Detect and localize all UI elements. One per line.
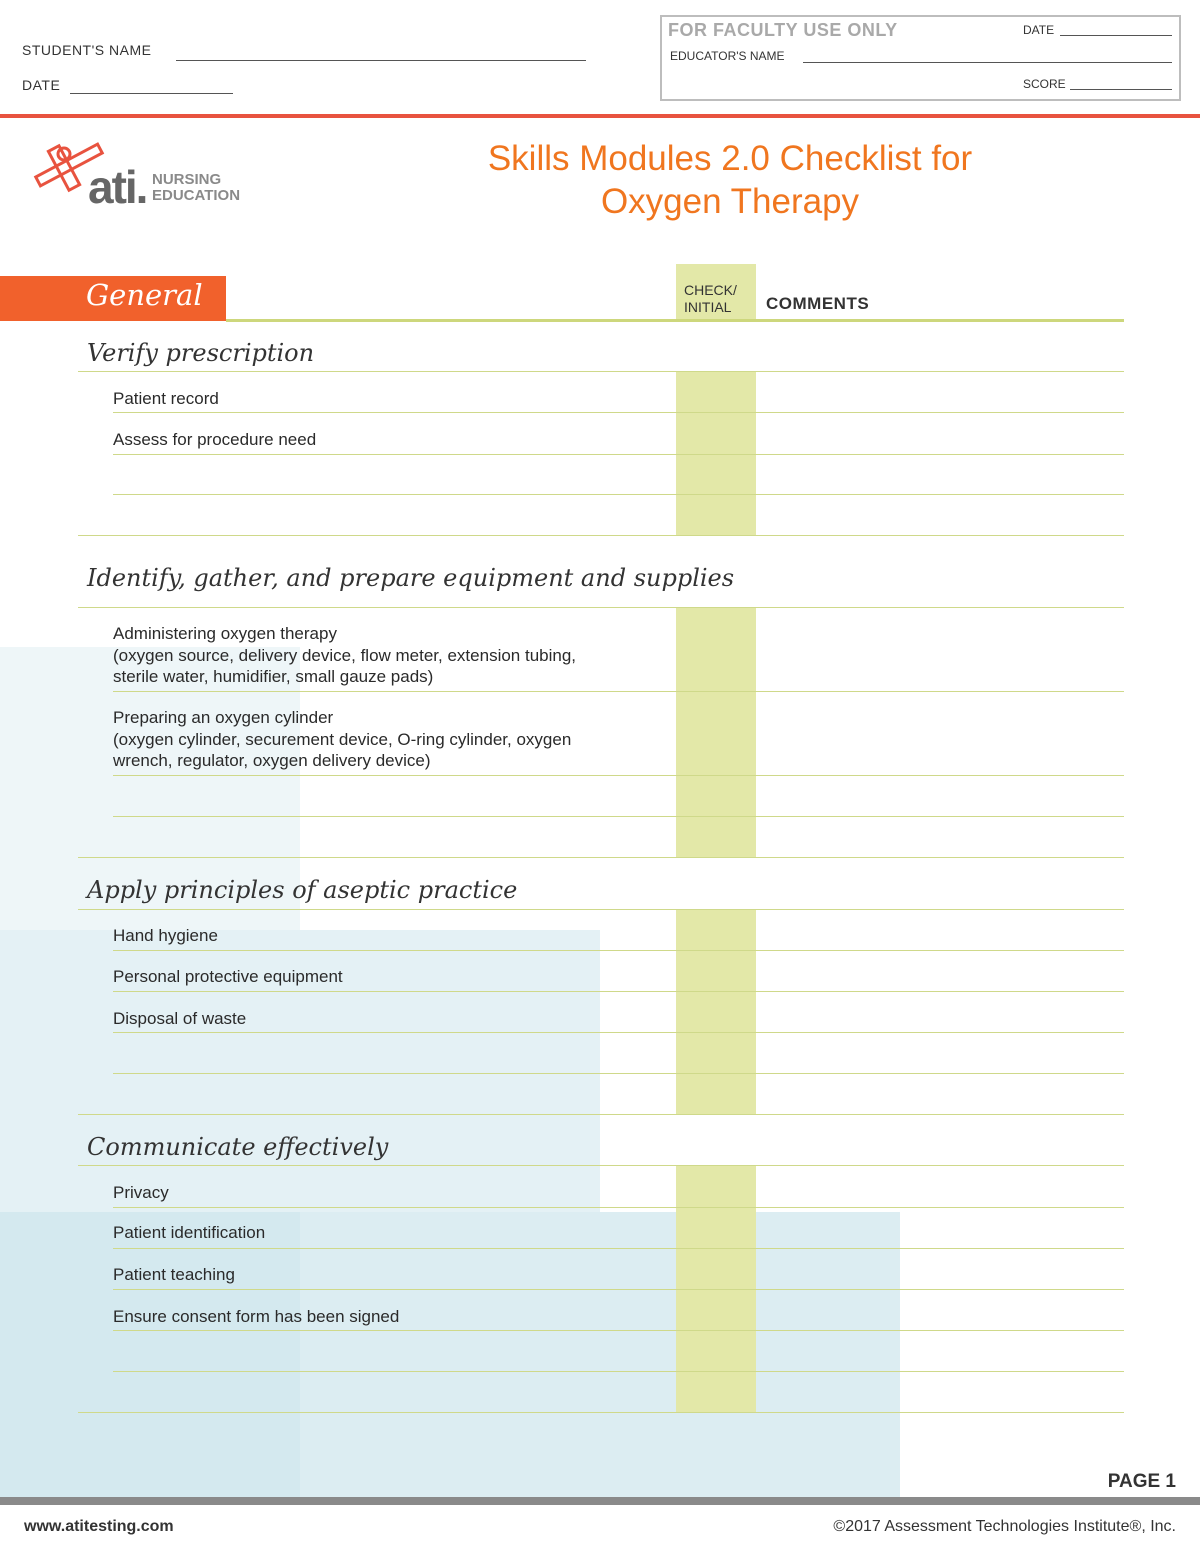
logo-sub-1: NURSING	[152, 171, 222, 188]
student-date-label: DATE	[22, 77, 61, 93]
student-name-field[interactable]	[176, 60, 586, 61]
row-divider	[113, 1330, 1124, 1331]
checklist-item: Ensure consent form has been signed	[113, 1307, 400, 1326]
section-heading: Communicate effectively	[87, 1133, 389, 1161]
item-line: wrench, regulator, oxygen delivery device)	[113, 751, 431, 770]
section-divider	[78, 1114, 1124, 1115]
checklist-item: Patient teaching	[113, 1265, 235, 1284]
row-divider	[113, 454, 1124, 455]
educator-name-label: EDUCATOR'S NAME	[670, 49, 785, 63]
row-divider	[113, 691, 1124, 692]
student-date-field[interactable]	[70, 93, 233, 94]
check-initial-header	[684, 282, 737, 316]
row-divider	[113, 991, 1124, 992]
score-label: SCORE	[1023, 77, 1066, 91]
section-heading: Apply principles of aseptic practice	[87, 876, 518, 904]
checklist-item	[113, 623, 673, 688]
row-divider	[113, 950, 1124, 951]
logo-sub-2: EDUCATION	[152, 187, 241, 204]
row-divider	[113, 1371, 1124, 1372]
row-divider	[78, 371, 1124, 372]
check-header-line-2: INITIAL	[684, 299, 732, 315]
checklist-item: Personal protective equipment	[113, 967, 343, 986]
title-line-1: Skills Modules 2.0 Checklist for	[487, 139, 973, 178]
check-column	[676, 910, 756, 1114]
item-line: (oxygen cylinder, securement device, O-ring cylinder, oxygen	[113, 729, 572, 749]
row-divider	[113, 1289, 1124, 1290]
item-line: sterile water, humidifier, small gauze pads)	[113, 667, 434, 686]
faculty-title: FOR FACULTY USE ONLY	[668, 20, 898, 40]
checklist-item: Assess for procedure need	[113, 430, 317, 449]
row-divider	[113, 1207, 1124, 1208]
row-divider	[78, 607, 1124, 608]
row-divider	[113, 412, 1124, 413]
row-divider	[113, 494, 1124, 495]
check-header-line-1: CHECK/	[684, 282, 737, 298]
faculty-date-label: DATE	[1023, 23, 1055, 37]
student-name-label: STUDENT'S NAME	[22, 42, 152, 58]
checklist-item: Patient identification	[113, 1223, 266, 1242]
checklist-item: Disposal of waste	[113, 1009, 247, 1028]
footer-copyright: ©2017 Assessment Technologies Institute®, Inc.	[833, 1518, 1176, 1535]
footer-url[interactable]: www.atitesting.com	[24, 1518, 174, 1535]
item-line: Administering oxygen therapy	[113, 624, 337, 643]
section-heading: Verify prescription	[87, 339, 315, 367]
logo-brand: ati.	[88, 161, 147, 213]
checklist-item: Patient record	[113, 389, 219, 408]
background-panel	[0, 1212, 300, 1497]
checklist-item	[113, 707, 673, 772]
item-line: Preparing an oxygen cylinder	[113, 708, 334, 727]
header-rule	[226, 319, 1124, 322]
section-divider	[78, 535, 1124, 536]
row-divider	[78, 909, 1124, 910]
title-line-2: Oxygen Therapy	[600, 182, 860, 221]
comments-header: COMMENTS	[766, 294, 870, 313]
item-line: (oxygen source, delivery device, flow meter, extension tubing,	[113, 645, 577, 665]
section-tab-label: General	[86, 278, 203, 312]
educator-name-field[interactable]	[803, 62, 1172, 63]
row-divider	[113, 1248, 1124, 1249]
row-divider	[113, 1073, 1124, 1074]
footer-divider	[0, 1497, 1200, 1505]
score-field[interactable]	[1070, 89, 1172, 90]
page-title	[420, 137, 1040, 223]
row-divider	[113, 816, 1124, 817]
check-column	[676, 608, 756, 857]
section-heading: Identify, gather, and prepare equipment and supplies	[87, 564, 735, 592]
faculty-date-field[interactable]	[1060, 35, 1172, 36]
row-divider	[113, 1032, 1124, 1033]
section-divider	[78, 857, 1124, 858]
checklist-item: Privacy	[113, 1183, 169, 1202]
header-divider	[0, 114, 1200, 118]
page-number: PAGE 1	[1107, 1471, 1176, 1492]
row-divider	[78, 1165, 1124, 1166]
section-divider	[78, 1412, 1124, 1413]
checklist-item: Hand hygiene	[113, 926, 218, 945]
row-divider	[113, 775, 1124, 776]
